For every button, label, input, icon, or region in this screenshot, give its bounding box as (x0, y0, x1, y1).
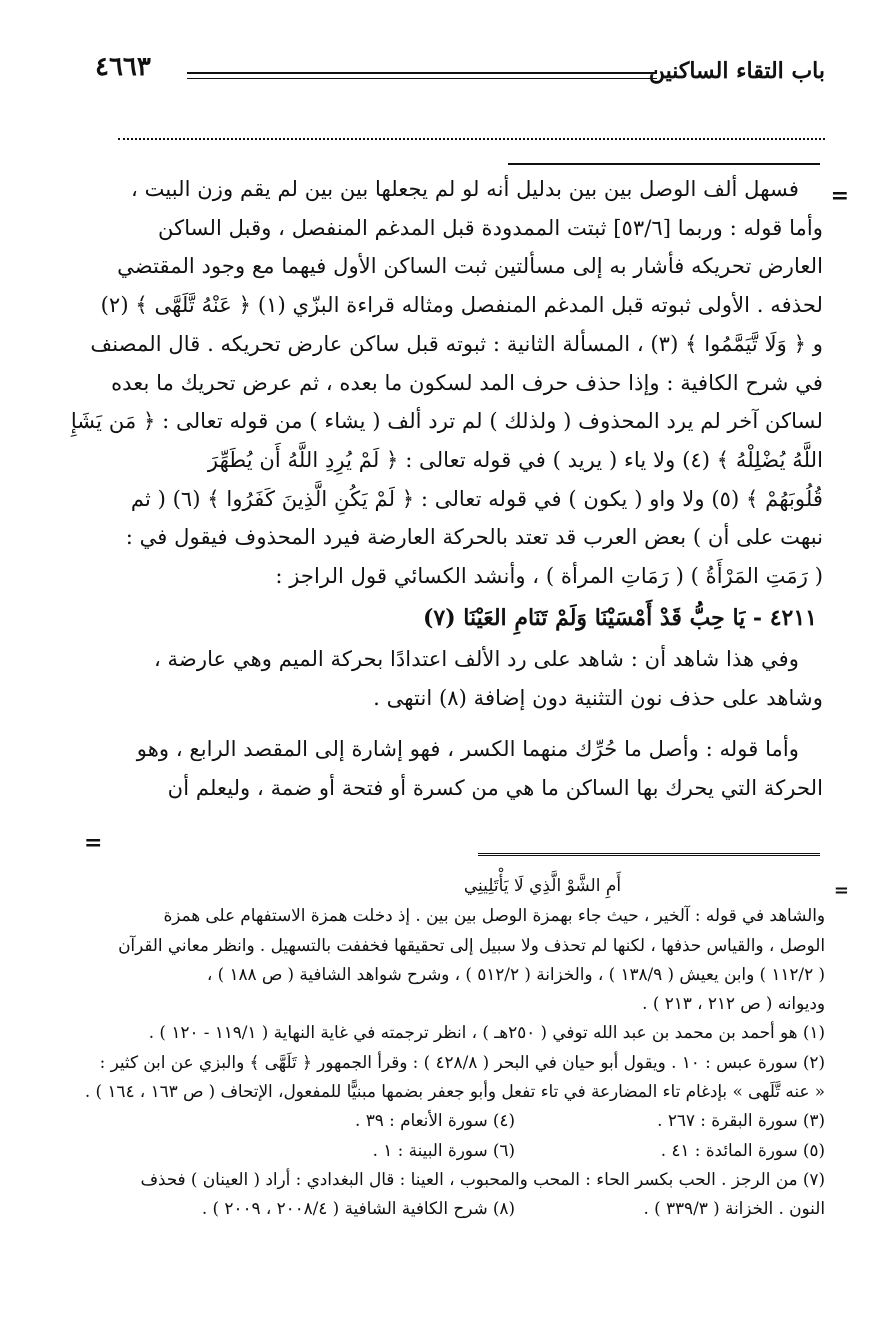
page-number: ٤٦٦٣ (95, 52, 151, 82)
text-line: فسهل ألف الوصل بين بين بدليل أنه لو لم يجعلها بين بين لم يقم وزن البيت ، (131, 176, 799, 201)
dotted-separator (118, 120, 825, 140)
footnote-item: (٥) سورة المائدة : ٤١ . (660, 1139, 825, 1160)
footnote-line: والشاهد في قوله : آلخير ، حيث جاء بهمزة الوصل بين بين . إذ دخلت همزة الاستفهام على همزة (163, 905, 825, 926)
top-rule (508, 163, 820, 165)
text-line: اللَّهُ يُضْلِلْهُ ﴾ (٤) ولا ياء ( يريد ) في قوله تعالى : ﴿ لَمْ يُرِدِ اللَّهُ أَن يُطَهِّرَ (207, 446, 823, 472)
footnote-rule (478, 853, 820, 856)
footnote-line: ( ١١٢/٢ ) وابن يعيش ( ١٣٨/٩ ) ، والخزانة ( ٥١٢/٢ ) ، وشرح شواهد الشافية ( ص ١٨٨ ) ، (206, 963, 825, 984)
footnote-line: وديوانه ( ص ٢١٢ ، ٢١٣ ) . (642, 993, 825, 1014)
verse-line: ٤٢١١ - يَا حِبُّ قَدْ أَمْسَيْنَا وَلَمْ تَنَامِ العَيْنَا (٧) (422, 604, 817, 631)
header-rule (187, 72, 657, 79)
footnote-pair (100, 1194, 825, 1223)
text-line: و ﴿ وَلَا تَّيَمَّمُوا ﴾ (٣) ، المسألة الثانية : ثبوته قبل ساكن عارض تحريكه . قال المصنف (90, 330, 823, 356)
continuation-mark-footnote: = (833, 880, 849, 901)
main-text (70, 170, 823, 807)
text-line: ( رَمَتِ المَرْأَةُ ) ( رَمَاتِ المرأة ) ، وأنشد الكسائي قول الراجز : (275, 563, 823, 589)
footnote-item: (٣) سورة البقرة : ٢٦٧ . (657, 1110, 825, 1131)
text-line: لحذفه . الأولى ثبوته قبل المدغم المنفصل ومثاله قراءة البزّي (١) ﴿ عَنْهُ تَّلَهَّى ﴾ (٢) (100, 292, 823, 318)
running-header (95, 52, 825, 92)
text-line: وأما قوله : وربما [٥٣/٦] ثبتت الممدودة قبل المدغم المنفصل ، وقبل الساكن (157, 214, 823, 240)
footnote-line: (٧) من الرجز . الحب بكسر الحاء : المحب والمحبوب ، العينا : قال البغدادي : أراد ( العينان ) فحذف (140, 1168, 825, 1189)
text-line: وشاهد على حذف نون التثنية دون إضافة (٨) انتهى . (373, 685, 823, 711)
footnote-verse: أَمِ الشَّوْ الَّذِي لَا يَأْتَلِينِي (463, 876, 622, 896)
footnote-item: (٨) شرح الكافية الشافية ( ٢٠٠٨/٤ ، ٢٠٠٩ ) . (201, 1198, 515, 1219)
footnote-line: (١) هو أحمد بن محمد بن عبد الله توفي ( ٢٥٠هـ ) ، انظر ترجمته في غاية النهاية ( ١١٩/١ - ١٢٠ ) . (148, 1022, 825, 1043)
text-line: وأما قوله : وأصل ما حُرِّك منهما الكسر ، فهو إشارة إلى المقصد الرابع ، وهو (136, 735, 799, 761)
chapter-title: باب التقاء الساكنين (648, 58, 825, 84)
footnote-item: النون . الخزانة ( ٣٣٩/٣ ) . (643, 1198, 825, 1219)
continuation-mark-top: = (830, 183, 849, 209)
text-line: وفي هذا شاهد أن : شاهد على رد الألف اعتدادًا بحركة الميم وهي عارضة ، (153, 646, 799, 672)
text-line: قُلُوبَهُمْ ﴾ (٥) ولا واو ( يكون ) في قوله تعالى : ﴿ لَمْ يَكُنِ الَّذِينَ كَفَرُوا ﴾ (٦) ( ثم (130, 485, 823, 511)
text-line: نبهت على أن ) بعض العرب قد تعتد بالحركة العارضة فيرد المحذوف فيقول في : (125, 524, 823, 550)
footnote-line: الوصل ، والقياس حذفها ، لكنها لم تحذف ولا سبيل إلى تحقيقها فخففت بالتسهيل . وانظر معاني القرآن (118, 934, 825, 955)
text-line: الحركة التي يحرك بها الساكن ما هي من كسرة أو فتحة أو ضمة ، وليعلم أن (167, 774, 823, 800)
footnote-item: (٤) سورة الأنعام : ٣٩ . (355, 1110, 515, 1131)
text-line: لساكن آخر لم يرد المحذوف ( ولذلك ) لم ترد ألف ( يشاء ) من قوله تعالى : ﴿ مَن يَشَإِ (70, 408, 823, 434)
text-line: في شرح الكافية : وإذا حذف حرف المد لسكون ما بعده ، ثم عرض تحريك ما بعده (111, 369, 823, 395)
footnote-pair (100, 1106, 825, 1135)
footnote-item: (٦) سورة البينة : ١ . (372, 1139, 515, 1160)
footnote-pair (100, 1136, 825, 1165)
continuation-mark-left: = (84, 830, 103, 856)
footnote-line: (٢) سورة عبس : ١٠ . ويقول أبو حيان في البحر ( ٤٢٨/٨ ) : وقرأ الجمهور ﴿ تَلَهَّى ﴾ والبزي عن ابن كثير : (99, 1051, 825, 1072)
footnote-line: « عنه تَّلَهى » بإدغام تاء المضارعة في تاء تفعل وأبو جعفر بضمها مبنيًّا للمفعول، الإتحاف ( ص ١٦٣ ، ١٦٤ ) . (84, 1081, 825, 1102)
text-line: العارض تحريكه فأشار به إلى مسألتين ثبت الساكن الأول فيهما مع وجود المقتضي (117, 253, 823, 279)
footnotes (84, 872, 825, 1224)
